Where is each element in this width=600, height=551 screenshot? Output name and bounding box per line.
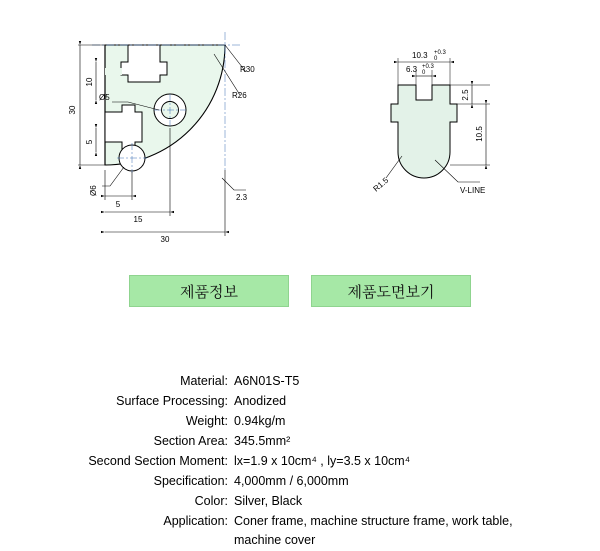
label-r1-5: R1.5 [371,175,391,194]
product-drawing-button[interactable]: 제품도면보기 [311,275,471,307]
label-d6: Ø6 [89,185,98,196]
spec-value-application [234,512,600,550]
spec-row [0,412,600,431]
product-info-button[interactable]: 제품정보 [129,275,289,307]
dim-30-horizontal [105,170,225,236]
spec-value-section-area: 345.5mm² [234,434,291,448]
label-dim-23: 2.3 [236,193,248,202]
spec-value-application-line1: Coner frame, machine structure frame, work table, [234,514,513,528]
spec-label-material: Material: [180,374,228,388]
dim-30-vertical [78,45,107,165]
spec-value-specification: 4,000mm / 6,000mm [234,474,349,488]
spec-row [0,452,600,471]
button-row [0,275,600,307]
spec-value-second-section-moment: lx=1.9 x 10cm⁴ , ly=3.5 x 10cm⁴ [234,454,411,468]
spec-value-color: Silver, Black [234,494,303,508]
label-dim-6-3: 6.3 [406,65,418,74]
label-r26: R26 [232,91,247,100]
label-v-line: V-LINE [460,186,486,195]
slot-profile [391,85,457,178]
label-dim-10-3: 10.3 [412,51,428,60]
label-dim-10-v: 10 [85,77,94,87]
label-tol-6-3-upper: +0.3 [422,64,434,70]
spec-label-second-section-moment: Second Section Moment: [88,454,228,468]
label-dim-2-5: 2.5 [461,89,470,101]
spec-label-surface-processing: Surface Processing: [116,394,228,408]
spec-label-section-area: Section Area: [153,434,228,448]
label-dim-10-5: 10.5 [475,126,484,142]
r1-5-leader [386,156,402,178]
spec-row [0,372,600,391]
label-dim-15: 15 [133,215,143,224]
label-tol-10-3-upper: +0.3 [434,50,446,56]
label-d5: Ø5 [99,93,110,102]
spec-label-weight: Weight: [185,414,228,428]
slot-detail-drawing [340,0,600,260]
spec-label-application: Application: [163,514,228,528]
spec-value-surface-processing: Anodized [234,394,287,408]
spec-row [0,392,600,411]
profile-cross-section-drawing [0,0,340,260]
specification-table [0,372,600,551]
dim-2-3 [222,178,246,190]
spec-value-weight: 0.94kg/m [234,414,286,428]
label-dim-30-h: 30 [160,235,170,244]
label-tol-6-3-lower: 0 [422,70,426,76]
spec-row [0,432,600,451]
spec-value-application-line2: machine cover [234,533,316,547]
label-dim-5-h: 5 [115,200,121,209]
label-dim-5-v: 5 [85,139,94,145]
label-r30: R30 [240,65,255,74]
d6-leader [102,167,124,186]
label-tol-10-3-lower: 0 [434,56,438,62]
spec-row [0,472,600,491]
drawings-area [0,0,600,260]
spec-label-specification: Specification: [153,474,228,488]
spec-value-material: A6N01S-T5 [234,374,300,388]
label-dim-30-v: 30 [68,105,77,115]
spec-row [0,512,600,550]
spec-row [0,492,600,511]
spec-label-color: Color: [194,494,228,508]
